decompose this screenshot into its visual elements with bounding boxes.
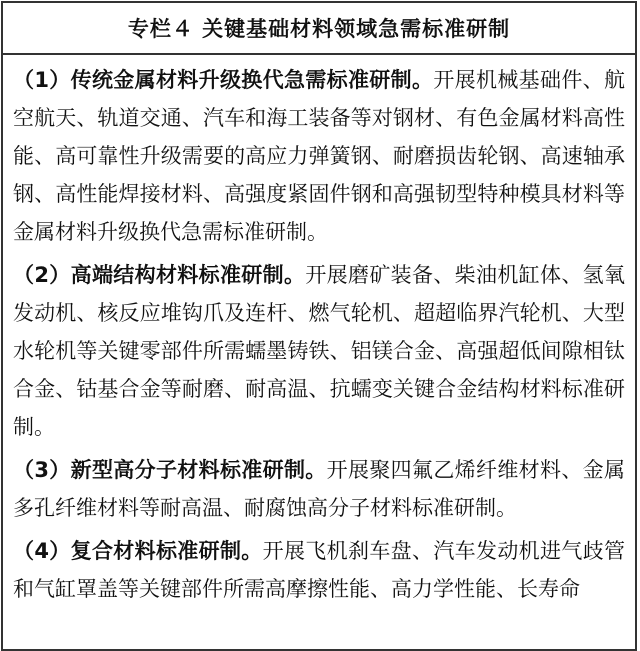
item-heading: 新型高分子材料标准研制。: [70, 458, 327, 482]
item-number: （4）: [13, 539, 71, 563]
item-body: 开展机械基础件、航空航天、轨道交通、汽车和海工装备等对钢材、有色金属材料高性能、高可靠性升级需要的高应力弹簧钢、耐磨损齿轮钢、高速轴承钢、高性能焊接材料、高强度紧固件钢和高强韧型特种模具材料等金属材料升级换代急需标准研制。: [13, 68, 626, 244]
item-paragraph: [13, 256, 625, 446]
item-heading: 传统金属材料升级换代急需标准研制。: [70, 68, 434, 92]
item-paragraph: [13, 451, 625, 527]
box-header: [3, 3, 635, 55]
item-body: 开展聚四氟乙烯纤维材料、金属多孔纤维材料等耐高温、耐腐蚀高分子材料标准研制。: [13, 458, 626, 520]
box-content: [3, 55, 635, 608]
item-body: 开展飞机刹车盘、汽车发动机进气歧管和气缸罩盖等关键部件所需高摩擦性能、高力学性能、长寿命: [13, 539, 625, 601]
feature-box: [1, 1, 637, 651]
item-paragraph: [13, 532, 625, 608]
item-number: （2）: [13, 263, 71, 287]
item-heading: 复合材料标准研制。: [70, 539, 263, 563]
item-number: （1）: [13, 68, 71, 92]
item-heading: 高端结构材料标准研制。: [70, 263, 306, 287]
item-body: 开展磨矿装备、柴油机缸体、氢氧发动机、核反应堆钩爪及连杆、燃气轮机、超超临界汽轮机、大型水轮机等关键零部件所需蠕墨铸铁、铝镁合金、高强超低间隙相钛合金、钴基合金等耐磨、耐高温、抗蠕变关键合金结构材料标准研制。: [13, 263, 625, 439]
item-number: （3）: [13, 458, 71, 482]
item-paragraph: [13, 61, 625, 251]
box-title: 专栏４ 关键基础材料领域急需标准研制: [127, 17, 511, 41]
